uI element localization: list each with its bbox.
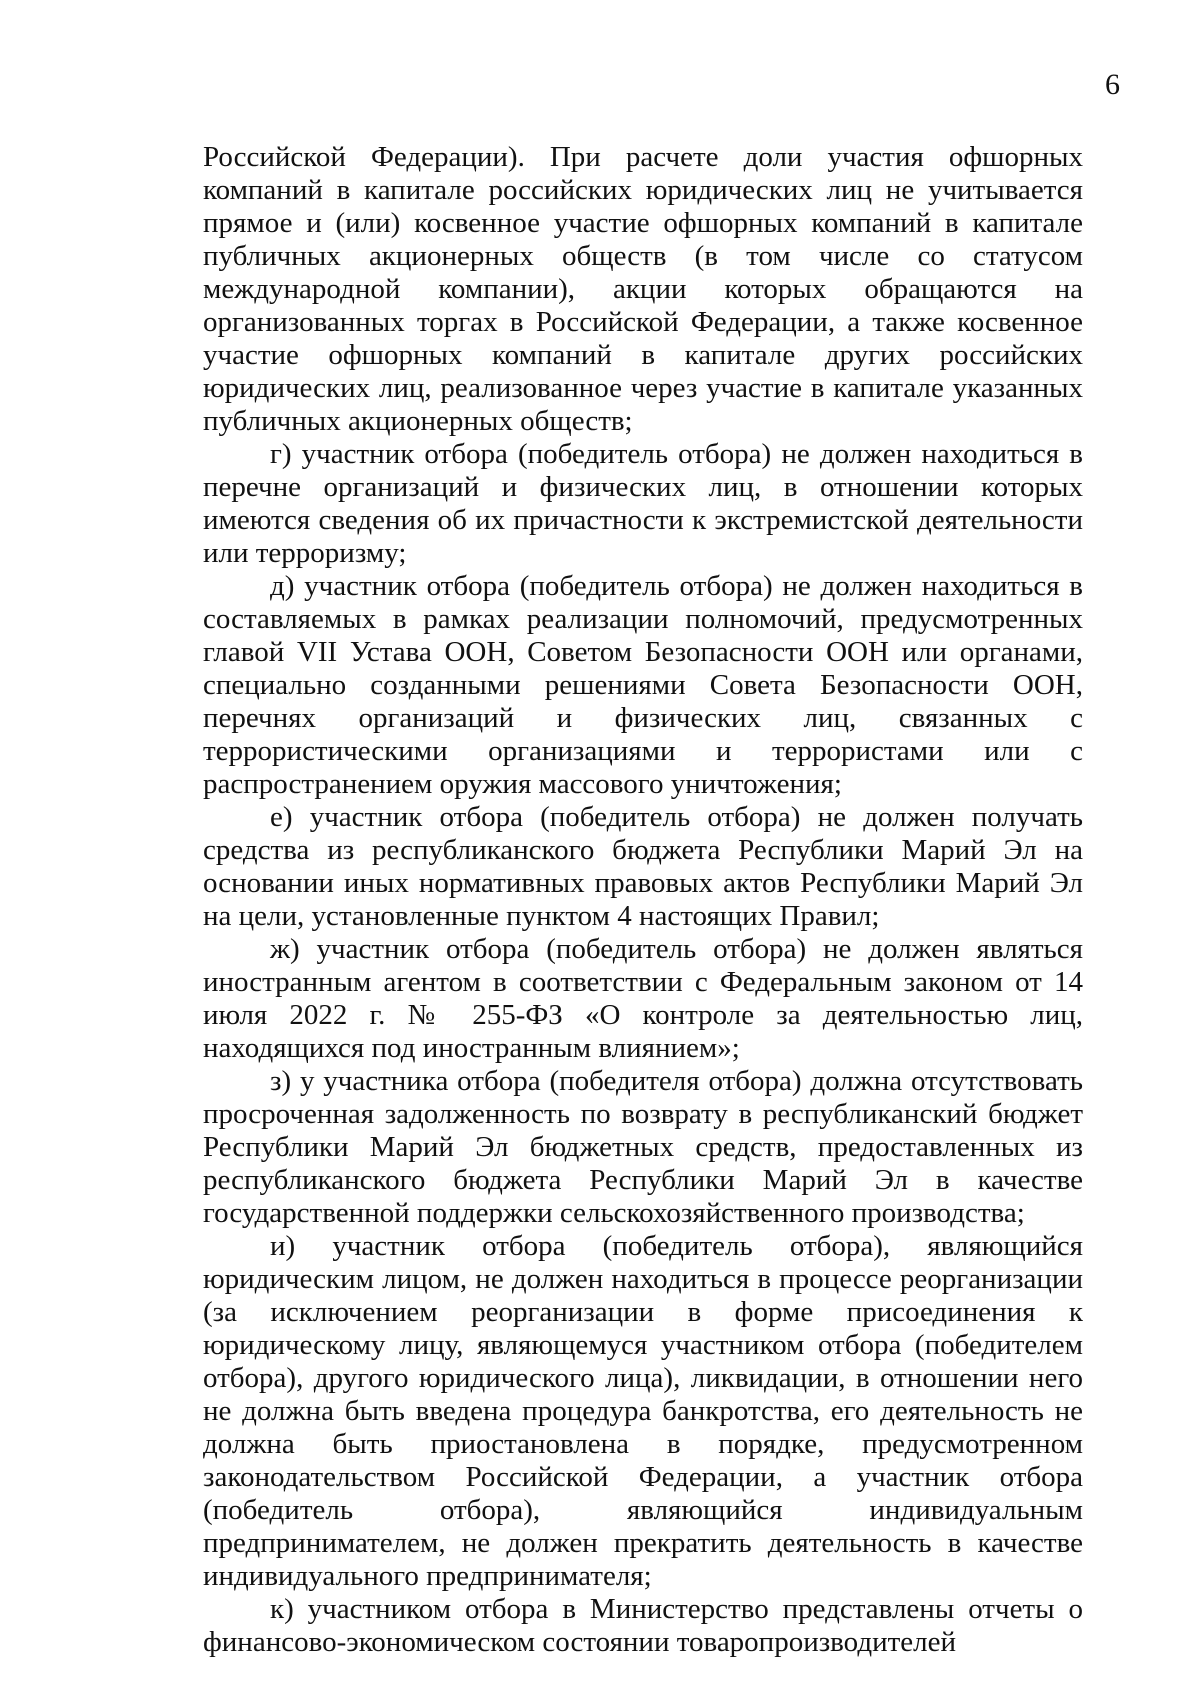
paragraph-item-zh: ж) участник отбора (победитель отбора) не должен являться иностранным агентом в соответствии с Федеральным законом от 14 июля 2022 г. № 255-ФЗ «О контроле за деятельностью лиц, находящихся под иностранным влиянием»; <box>203 933 1083 1064</box>
paragraph-item-k: к) участником отбора в Министерство представлены отчеты о финансово-экономическом состоянии товаропроизводителей <box>203 1593 1083 1658</box>
paragraph-item-i: и) участник отбора (победитель отбора), являющийся юридическим лицом, не должен находиться в процессе реорганизации (за исключением реорганизации в форме присоединения к юридическому лицу, являющемуся участником отбора (победителем отбора), другого юридического лица), ликвидации, в отношении него не должна быть введена процедура банкротства, его деятельность не должна быть приостановлена в порядке, предусмотренном законодательством Российской Федерации, а участник отбора (победитель отбора), являющийся индивидуальным предпринимателем, не должен прекратить деятельность в качестве индивидуального предпринимателя; <box>203 1230 1083 1592</box>
page-number: 6 <box>1105 68 1120 101</box>
document-body <box>203 141 1083 1659</box>
paragraph-item-g: г) участник отбора (победитель отбора) не должен находиться в перечне организаций и физических лиц, в отношении которых имеются сведения об их причастности к экстремистской деятельности или терроризму; <box>203 438 1083 569</box>
paragraph-item-e: е) участник отбора (победитель отбора) не должен получать средства из республиканского бюджета Республики Марий Эл на основании иных нормативных правовых актов Республики Марий Эл на цели, установленные пунктом 4 настоящих Правил; <box>203 801 1083 932</box>
paragraph-item-d: д) участник отбора (победитель отбора) не должен находиться в составляемых в рамках реализации полномочий, предусмотренных главой VII Устава ООН, Советом Безопасности ООН или органами, специально созданными решениями Совета Безопасности ООН, перечнях организаций и физических лиц, связанных с террористическими организациями и террористами или с распространением оружия массового уничтожения; <box>203 570 1083 800</box>
paragraph-continuation: Российской Федерации). При расчете доли участия офшорных компаний в капитале российских юридических лиц не учитывается прямое и (или) косвенное участие офшорных компаний в капитале публичных акционерных обществ (в том числе со статусом международной компании), акции которых обращаются на организованных торгах в Российской Федерации, а также косвенное участие офшорных компаний в капитале других российских юридических лиц, реализованное через участие в капитале указанных публичных акционерных обществ; <box>203 141 1083 437</box>
paragraph-item-z: з) у участника отбора (победителя отбора) должна отсутствовать просроченная задолженность по возврату в республиканский бюджет Республики Марий Эл бюджетных средств, предоставленных из республиканского бюджета Республики Марий Эл в качестве государственной поддержки сельскохозяйственного производства; <box>203 1065 1083 1229</box>
